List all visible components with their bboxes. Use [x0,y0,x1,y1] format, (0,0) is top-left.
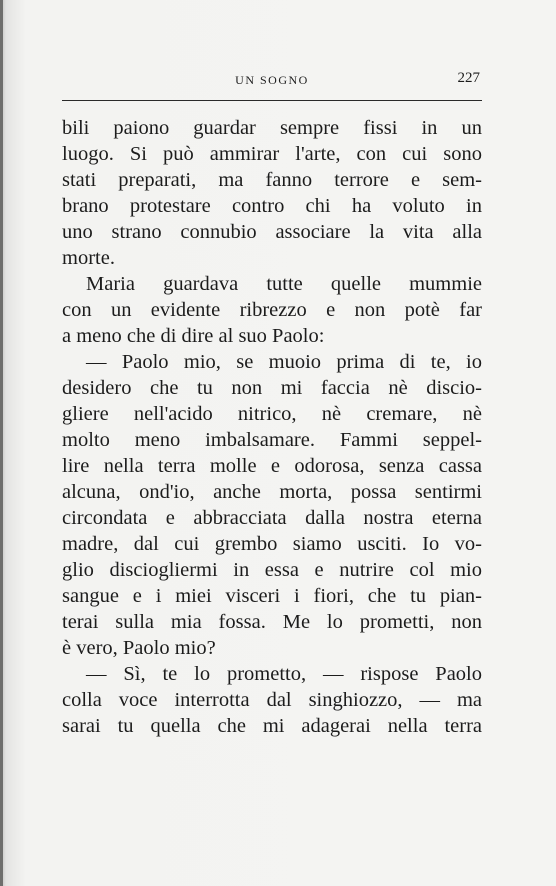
text-line: uno strano connubio associare la vita alla [62,221,482,243]
header-rule [62,100,482,101]
text-line: — Sì, te lo prometto, — rispose Paolo [86,663,482,685]
page-spine-edge [0,0,3,886]
text-line: — Paolo mio, se muoio prima di te, io [86,351,482,373]
text-line: colla voce interrotta dal singhiozzo, — ma [62,689,482,711]
text-line: terai sulla mia fossa. Me lo prometti, non [62,611,482,633]
text-line: circondata e abbracciata dalla nostra eterna [62,507,482,529]
body-text [62,115,482,739]
text-line: stati preparati, ma fanno terrore e sem- [62,169,482,191]
text-line: madre, dal cui grembo siamo usciti. Io vo- [62,533,482,555]
text-line: brano protestare contro chi ha voluto in [62,195,482,217]
text-line: morte. [62,247,115,269]
text-line: con un evidente ribrezzo e non potè far [62,299,482,321]
text-line: desidero che tu non mi faccia nè discio- [62,377,482,399]
text-line: gliere nell'acido nitrico, nè cremare, nè [62,403,482,425]
text-line: bili paiono guardar sempre fissi in un [62,117,482,139]
text-line: a meno che di dire al suo Paolo: [62,325,325,347]
page-number: 227 [457,70,480,86]
text-line: alcuna, ond'io, anche morta, possa sentirmi [62,481,482,503]
running-head [62,70,482,92]
text-line: molto meno imbalsamare. Fammi seppel- [62,429,482,451]
text-line: è vero, Paolo mio? [62,637,216,659]
text-line: lire nella terra molle e odorosa, senza cassa [62,455,482,477]
text-line: Maria guardava tutte quelle mummie [86,273,482,295]
text-line: sangue e i miei visceri i fiori, che tu pian- [62,585,482,607]
running-title: UN SOGNO [235,73,309,87]
text-line: glio disciogliermi in essa e nutrire col mio [62,559,482,581]
text-line: luogo. Si può ammirar l'arte, con cui sono [62,143,482,165]
text-line: sarai tu quella che mi adagerai nella terra [62,715,482,737]
